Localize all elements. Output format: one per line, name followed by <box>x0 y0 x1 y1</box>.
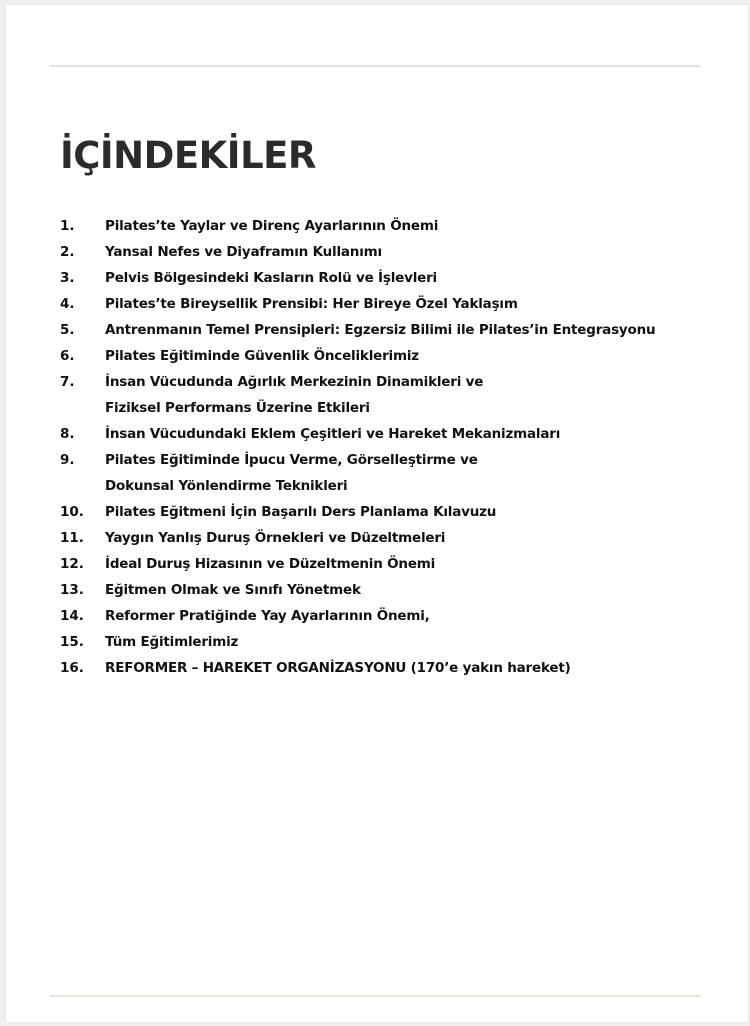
toc-item-title <box>105 213 438 239</box>
toc-item-line: REFORMER – HAREKET ORGANİZASYONU (170’e yakın hareket) <box>105 660 571 676</box>
toc-item-title <box>105 447 478 499</box>
toc-item <box>60 239 740 265</box>
toc-item-number: 1. <box>60 218 75 234</box>
bottom-divider <box>50 995 701 997</box>
toc-item-line: Pelvis Bölgesindeki Kasların Rolü ve İşlevleri <box>105 270 437 286</box>
toc-item-number: 6. <box>60 348 75 364</box>
toc-item-line: Pilates Eğitmeni İçin Başarılı Ders Planlama Kılavuzu <box>105 504 497 520</box>
toc-item-line: Yansal Nefes ve Diyaframın Kullanımı <box>105 244 382 260</box>
toc-item-number: 9. <box>60 452 75 468</box>
toc-item <box>60 577 740 603</box>
toc-item-line: Yaygın Yanlış Duruş Örnekleri ve Düzeltmeleri <box>105 530 446 546</box>
toc-item-title <box>105 655 571 681</box>
toc-item-line: İdeal Duruş Hizasının ve Düzeltmenin Önemi <box>105 556 436 572</box>
toc-item <box>60 603 740 629</box>
toc-item-number: 10. <box>60 504 84 520</box>
toc-item-title <box>105 499 496 525</box>
toc-item-line: İnsan Vücudundaki Eklem Çeşitleri ve Hareket Mekanizmaları <box>105 426 561 442</box>
toc-item-line: Reformer Pratiğinde Yay Ayarlarının Önemi, <box>105 608 430 624</box>
table-of-contents <box>60 213 740 681</box>
toc-item-title <box>105 525 445 551</box>
toc-item-number: 4. <box>60 296 75 312</box>
page-title: İÇİNDEKİLER <box>60 134 316 177</box>
toc-item-title <box>105 551 435 577</box>
toc-item-line: Pilates’te Bireysellik Prensibi: Her Bireye Özel Yaklaşım <box>105 296 518 312</box>
toc-item-number: 11. <box>60 530 84 546</box>
toc-item-number: 15. <box>60 634 84 650</box>
toc-item-title <box>105 603 430 629</box>
toc-item-title <box>105 291 518 317</box>
toc-item-title <box>105 577 361 603</box>
toc-item-number: 16. <box>60 660 84 676</box>
document-page <box>6 5 748 1022</box>
toc-item-title <box>105 369 483 421</box>
toc-item-title <box>105 421 560 447</box>
toc-item-title <box>105 317 655 343</box>
toc-item <box>60 655 740 681</box>
toc-item-line: Pilates Eğitiminde Güvenlik Önceliklerimiz <box>105 348 419 364</box>
toc-item <box>60 291 740 317</box>
toc-item-line: Antrenmanın Temel Prensipleri: Egzersiz Bilimi ile Pilates’in Entegrasyonu <box>105 322 656 338</box>
toc-item <box>60 421 740 447</box>
toc-item <box>60 499 740 525</box>
toc-item-number: 13. <box>60 582 84 598</box>
toc-item <box>60 525 740 551</box>
toc-item <box>60 629 740 655</box>
toc-item <box>60 317 740 343</box>
toc-item <box>60 447 740 499</box>
toc-item-title <box>105 343 419 369</box>
toc-item-title <box>105 629 238 655</box>
toc-item <box>60 343 740 369</box>
toc-item-number: 7. <box>60 374 75 390</box>
toc-item-line: Pilates Eğitiminde İpucu Verme, Görselleştirme ve <box>105 452 478 468</box>
toc-item <box>60 551 740 577</box>
toc-item-line: Pilates’te Yaylar ve Direnç Ayarlarının Önemi <box>105 218 439 234</box>
toc-item-title <box>105 265 437 291</box>
toc-item-line: Fiziksel Performans Üzerine Etkileri <box>105 400 370 416</box>
toc-item-title <box>105 239 382 265</box>
toc-item-number: 3. <box>60 270 75 286</box>
toc-item-line: Tüm Eğitimlerimiz <box>105 634 239 650</box>
toc-item-number: 8. <box>60 426 75 442</box>
toc-item <box>60 369 740 421</box>
toc-item-number: 2. <box>60 244 75 260</box>
toc-item-line: Dokunsal Yönlendirme Teknikleri <box>105 478 348 494</box>
toc-item <box>60 265 740 291</box>
toc-item-number: 14. <box>60 608 84 624</box>
toc-item-number: 5. <box>60 322 75 338</box>
toc-item <box>60 213 740 239</box>
top-divider <box>50 65 701 67</box>
toc-item-line: Eğitmen Olmak ve Sınıfı Yönetmek <box>105 582 361 598</box>
toc-item-number: 12. <box>60 556 84 572</box>
toc-item-line: İnsan Vücudunda Ağırlık Merkezinin Dinamikleri ve <box>105 374 484 390</box>
